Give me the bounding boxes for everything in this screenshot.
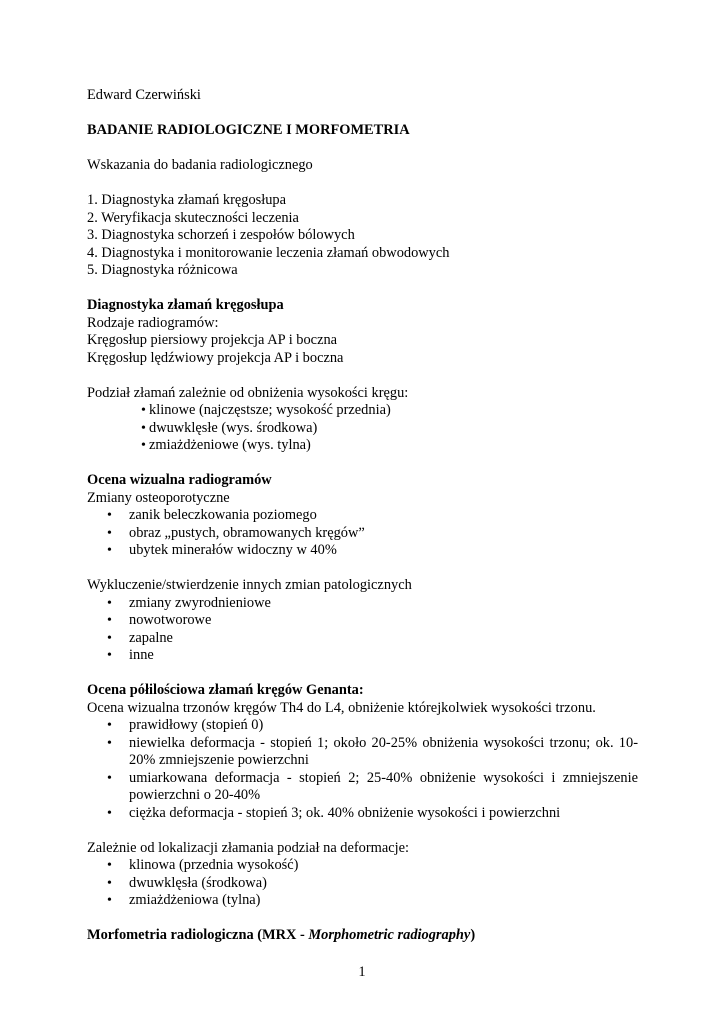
- bullet-icon: •: [107, 805, 112, 821]
- list-item: • nowotworowe: [107, 612, 212, 628]
- section-heading: Ocena wizualna radiogramów: [87, 472, 272, 488]
- page-content: [87, 87, 638, 945]
- section-heading: Diagnostyka złamań kręgosłupa: [87, 297, 284, 313]
- list-item: • zmiażdżeniowe (wys. tylna): [141, 437, 311, 453]
- document-title: BADANIE RADIOLOGICZNE I MORFOMETRIA: [87, 122, 410, 138]
- indication-item: 5. Diagnostyka różnicowa: [87, 262, 238, 278]
- list-item: • umiarkowana deformacja - stopień 2; 25-40% obniżenie wysokości i zmniejszenie powierzchni o 20-40%: [107, 769, 638, 803]
- list-item: • ciężka deformacja - stopień 3; ok. 40% obniżenie wysokości i powierzchni: [107, 804, 561, 821]
- bullet-icon: •: [107, 613, 112, 628]
- text-line: Rodzaje radiogramów:: [87, 314, 219, 331]
- bullet-list: [87, 402, 638, 455]
- list-item: • prawidłowy (stopień 0): [107, 717, 264, 733]
- bullet-icon: •: [107, 648, 112, 663]
- list-item: • dwuwklęsłe (wys. środkowa): [141, 419, 318, 436]
- list-item: • inne: [107, 647, 154, 663]
- bullet-list: [87, 857, 638, 910]
- text-line: Kręgosłup piersiowy projekcja AP i boczna: [87, 332, 338, 348]
- bullet-icon: •: [107, 525, 112, 541]
- bullet-list: [87, 595, 638, 665]
- bullet-icon: •: [107, 718, 112, 733]
- text-line: Kręgosłup lędźwiowy projekcja AP i boczna: [87, 349, 344, 366]
- bullet-icon: •: [107, 735, 112, 751]
- list-item: • ubytek minerałów widoczny w 40%: [107, 542, 337, 558]
- text-line: Wykluczenie/stwierdzenie innych zmian patologicznych: [87, 577, 412, 593]
- indication-item: 4. Diagnostyka i monitorowanie leczenia złamań obwodowych: [87, 244, 450, 261]
- bullet-icon: •: [107, 770, 112, 786]
- list-item: • zmiany zwyrodnieniowe: [107, 594, 271, 611]
- bullet-icon: •: [107, 630, 112, 646]
- indications-heading: Wskazania do badania radiologicznego: [87, 157, 313, 173]
- bullet-icon: •: [107, 858, 112, 873]
- page-number: 1: [358, 964, 366, 980]
- text-line: Zmiany osteoporotyczne: [87, 489, 230, 506]
- bullet-list: [87, 507, 638, 560]
- bullet-icon: •: [107, 595, 112, 611]
- list-item: • obraz „pustych, obramowanych kręgów”: [107, 524, 365, 541]
- section-heading: Ocena półilościowa złamań kręgów Genanta:: [87, 682, 364, 698]
- bullet-icon: •: [107, 893, 112, 908]
- list-item: • zmiażdżeniowa (tylna): [107, 892, 261, 908]
- bullet-icon: •: [107, 543, 112, 558]
- list-item: • zapalne: [107, 629, 173, 646]
- bullet-icon: •: [107, 508, 112, 523]
- text-line: Zależnie od lokalizacji złamania podział na deformacje:: [87, 839, 410, 856]
- indication-item: 1. Diagnostyka złamań kręgosłupa: [87, 192, 287, 208]
- bullet-icon: •: [141, 438, 146, 453]
- list-item: • klinowe (najczęstsze; wysokość przednia): [141, 402, 391, 418]
- list-item: • niewielka deformacja - stopień 1; około 20-25% obniżenia wysokości trzonu; ok. 10-20% zmniejszenie powierzchni: [107, 734, 638, 768]
- indication-item: 2. Weryfikacja skuteczności leczenia: [87, 209, 299, 226]
- author-name: Edward Czerwiński: [87, 87, 201, 103]
- list-item: • klinowa (przednia wysokość): [107, 857, 299, 873]
- bullet-list: [87, 717, 638, 822]
- indication-item: 3. Diagnostyka schorzeń i zespołów bólowych: [87, 227, 355, 243]
- text-line: Ocena wizualna trzonów kręgów Th4 do L4, obniżenie którejkolwiek wysokości trzonu.: [87, 699, 596, 716]
- bullet-icon: •: [141, 420, 146, 436]
- bullet-icon: •: [107, 875, 112, 891]
- section-heading: Morfometria radiologiczna (MRX - Morphometric radiography): [87, 927, 476, 943]
- list-item: • dwuwklęsła (środkowa): [107, 874, 267, 891]
- bullet-icon: •: [141, 403, 146, 418]
- list-item: • zanik beleczkowania poziomego: [107, 507, 317, 523]
- text-line: Podział złamań zależnie od obniżenia wysokości kręgu:: [87, 384, 409, 401]
